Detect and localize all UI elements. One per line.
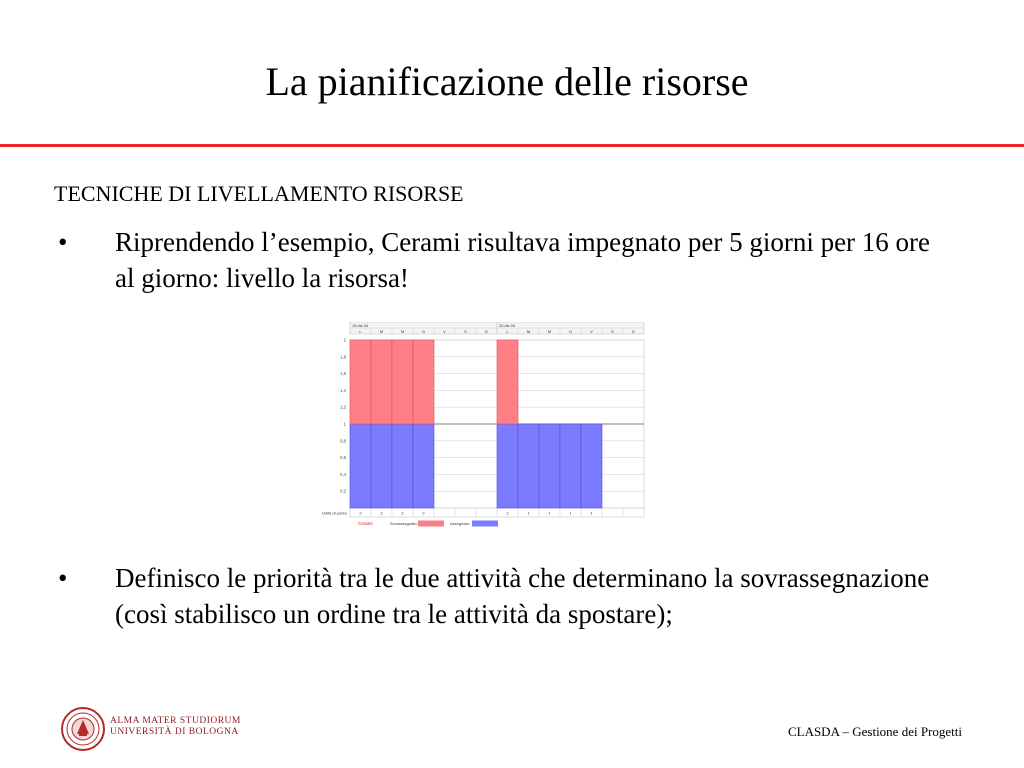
- units-value: 1: [569, 510, 572, 516]
- logo-line-1: ALMA MATER STUDIORUM: [110, 716, 241, 726]
- units-value: 1: [527, 510, 530, 516]
- y-tick-label: 1,6: [340, 371, 346, 377]
- day-label: V: [590, 329, 593, 334]
- day-label: G: [421, 329, 426, 334]
- overallocated-bar: [350, 340, 371, 424]
- y-tick-label: 0,6: [340, 455, 346, 461]
- bullet-1-text: Riprendendo l’esempio, Cerami risultava impegnato per 5 giorni per 16 ore al giorno: livello la risorsa!: [115, 227, 931, 293]
- y-tick-label: 0,2: [340, 488, 346, 494]
- assigned-bar: [392, 424, 413, 508]
- legend-assigned-swatch: [472, 521, 498, 527]
- assigned-bar: [413, 424, 434, 508]
- title-divider: [0, 144, 1024, 147]
- day-label: D: [632, 329, 635, 334]
- assigned-bar: [539, 424, 560, 508]
- day-label: S: [611, 329, 614, 334]
- bullet-2-text: Definisco le priorità tra le due attività che determinano la sovrassegnazione (così stabilisco un ordine tra le attività da spostare);: [115, 563, 930, 629]
- day-label: M: [379, 329, 384, 334]
- overallocated-bar: [392, 340, 413, 424]
- bullet-dot: •: [58, 563, 68, 593]
- units-value: 2: [506, 510, 509, 516]
- legend-assigned: Assegnato:: [450, 521, 471, 526]
- y-tick-label: 0,8: [340, 438, 346, 444]
- day-label: D: [485, 329, 488, 334]
- assigned-bar: [350, 424, 371, 508]
- units-value: 2: [401, 510, 404, 516]
- bullet-dot: •: [58, 227, 68, 257]
- y-tick-label: 1,2: [340, 404, 346, 410]
- day-label: M: [547, 329, 552, 334]
- resource-chart-svg: [322, 322, 648, 530]
- day-label: V: [443, 329, 446, 334]
- day-label: G: [568, 329, 573, 334]
- day-label: L: [506, 329, 509, 334]
- assigned-bar: [497, 424, 518, 508]
- y-tick-label: 1: [343, 421, 346, 427]
- y-tick-label: 2: [343, 337, 346, 343]
- legend-overallocated-swatch: [418, 521, 444, 527]
- units-row-label: Unità di punta: [322, 510, 347, 516]
- units-value: 1: [590, 510, 593, 516]
- footer-course-title: CLASDA – Gestione dei Progetti: [787, 724, 962, 739]
- assigned-bar: [560, 424, 581, 508]
- day-label: S: [464, 329, 467, 334]
- assigned-bar: [518, 424, 539, 508]
- units-value: 2: [380, 510, 383, 516]
- units-value: 2: [359, 510, 362, 516]
- section-heading: TECNICHE DI LIVELLAMENTO RISORSE: [54, 181, 464, 206]
- overallocated-bar: [371, 340, 392, 424]
- seal-icon: [60, 706, 106, 752]
- resource-chart: [322, 322, 648, 530]
- units-value: 1: [548, 510, 551, 516]
- slide-title: La pianificazione delle risorse: [265, 59, 749, 104]
- assigned-bar: [371, 424, 392, 508]
- legend-resource: Cerami: [358, 521, 373, 526]
- units-value: 2: [422, 510, 425, 516]
- logo-line-2: UNIVERSITÀ DI BOLOGNA: [110, 727, 239, 737]
- week-label: 15 dic 04: [352, 323, 369, 328]
- week-label: 20 dic 04: [499, 323, 516, 328]
- y-tick-label: 0,4: [340, 471, 346, 477]
- assigned-bar: [581, 424, 602, 508]
- university-logo: [60, 704, 260, 754]
- day-label: M: [400, 329, 405, 334]
- day-label: M: [526, 329, 531, 334]
- overallocated-bar: [413, 340, 434, 424]
- legend-overallocated: Sovrassegnato:: [390, 521, 418, 526]
- y-tick-label: 1,8: [340, 354, 346, 360]
- y-tick-label: 1,4: [340, 387, 346, 393]
- overallocated-bar: [497, 340, 518, 424]
- day-label: L: [359, 329, 362, 334]
